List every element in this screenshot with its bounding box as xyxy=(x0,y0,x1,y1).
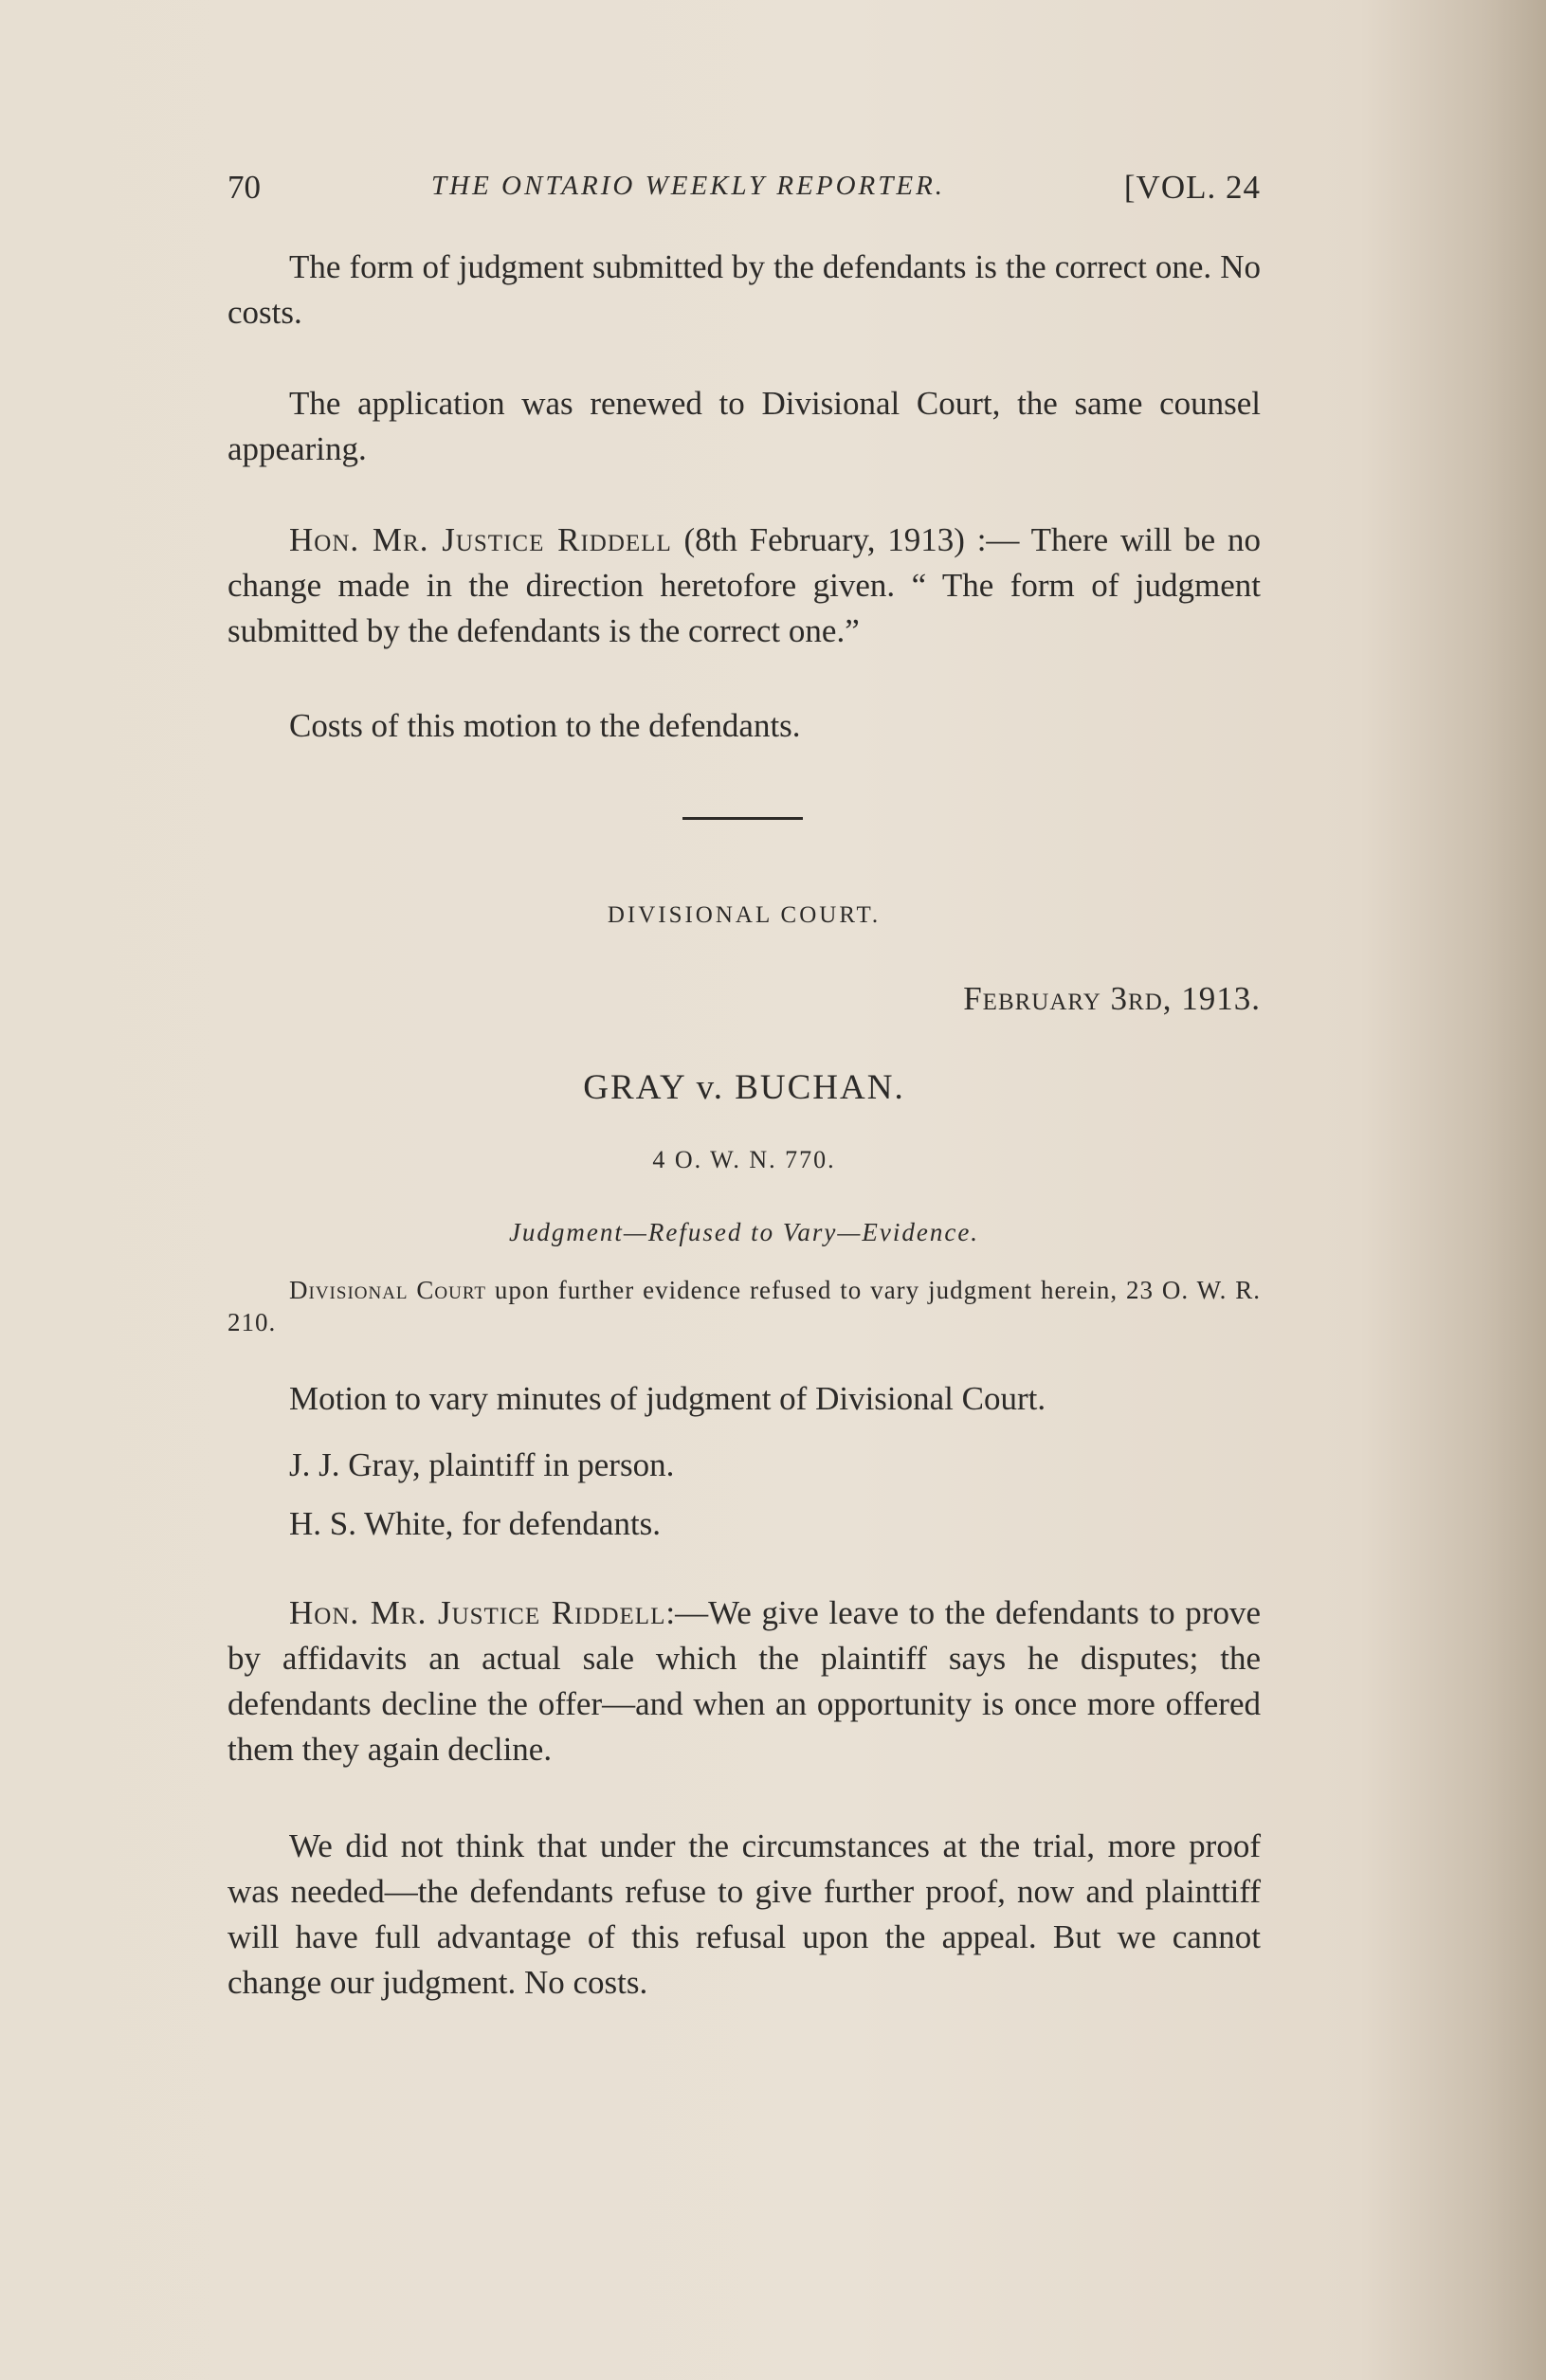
paragraph-3-body: (8th February, 1913) :— There will be no change made in the direction heretofore given. “ The form of judgment submitted by the defendants is the correct one.” xyxy=(227,521,1261,649)
case-date-text: February 3rd, 1913. xyxy=(963,980,1261,1017)
counsel-plaintiff-text: J. J. Gray, plaintiff in person. xyxy=(289,1446,675,1483)
judgment-paragraph-1 xyxy=(227,1590,1261,1772)
page-number: 70 xyxy=(227,169,261,206)
judgment-judge-name: Hon. Mr. Justice Riddell xyxy=(289,1594,666,1631)
paragraph-2 xyxy=(227,381,1261,472)
counsel-plaintiff xyxy=(227,1443,1261,1488)
motion xyxy=(227,1376,1261,1422)
running-header xyxy=(227,169,1261,216)
case-date xyxy=(227,976,1261,1022)
counsel-defendants-text: H. S. White, for defendants. xyxy=(289,1505,662,1542)
paragraph-3 xyxy=(227,518,1261,654)
court-heading xyxy=(227,893,1261,938)
paragraph-1 xyxy=(227,245,1261,336)
syllabus-text xyxy=(227,1274,1261,1338)
running-title: THE ONTARIO WEEKLY REPORTER. xyxy=(431,171,946,201)
case-citation xyxy=(227,1137,1261,1183)
paragraph-2-text: The application was renewed to Divisional Court, the same counsel appearing. xyxy=(227,385,1261,467)
judgment-paragraph-1-body: :—We give leave to the defendants to prove by affidavits an actual sale which the plaintiff says he disputes; the defendants decline the offer—and when an opportunity is once more offered them they again decline. xyxy=(227,1594,1261,1768)
syllabus-court: Divisional Court xyxy=(289,1276,487,1304)
headnote-title-text: Judgment—Refused to Vary—Evidence. xyxy=(508,1218,980,1246)
syllabus xyxy=(227,1274,1261,1338)
judge-name: Hon. Mr. Justice Riddell xyxy=(289,521,672,558)
case-title xyxy=(227,1065,1261,1111)
paragraph-3-text xyxy=(227,518,1261,654)
judgment-paragraph-2-text: We did not think that under the circumstances at the trial, more proof was needed—the defendants refuse to give further proof, now and plainttiff will have full advantage of this refusal upon the appeal. But we cannot change our judgment. No costs. xyxy=(227,1827,1261,2001)
counsel-defendants xyxy=(227,1501,1261,1547)
volume-label: [VOL. 24 xyxy=(1123,169,1261,206)
case-citation-text: 4 O. W. N. 770. xyxy=(652,1146,836,1173)
headnote-title xyxy=(227,1209,1261,1255)
paragraph-4-text: Costs of this motion to the defendants. xyxy=(289,707,801,744)
paragraph-1-text: The form of judgment submitted by the defendants is the correct one. No costs. xyxy=(227,248,1261,331)
court-name: DIVISIONAL COURT. xyxy=(607,902,882,928)
judgment-paragraph-1-text xyxy=(227,1590,1261,1772)
judgment-paragraph-2 xyxy=(227,1824,1261,2006)
section-divider xyxy=(682,817,803,820)
syllabus-body: upon further evidence refused to vary judgment herein, 23 O. W. R. 210. xyxy=(227,1276,1261,1336)
case-title-text: GRAY v. BUCHAN. xyxy=(583,1068,905,1107)
motion-text: Motion to vary minutes of judgment of Divisional Court. xyxy=(289,1380,1046,1417)
paragraph-4 xyxy=(227,703,1261,749)
